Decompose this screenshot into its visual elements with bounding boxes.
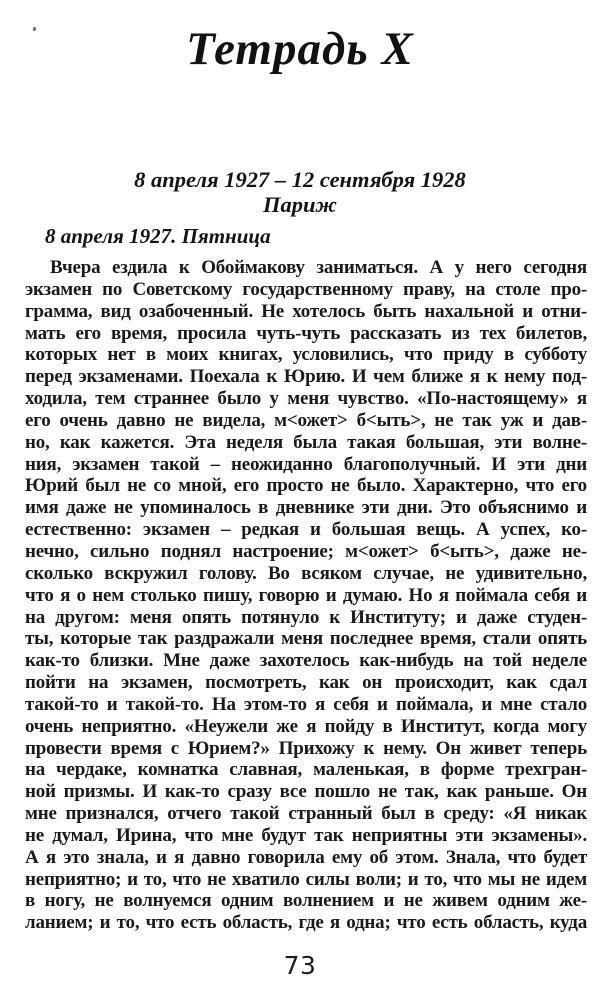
text-line: нечно, сильно поднял настроение; м<ожет> б<ыть>, даже не- bbox=[25, 540, 587, 562]
text-line: сколько вскружил голову. Во всяком случае, не удивительно, bbox=[25, 562, 587, 584]
text-line: не думал, Ирина, что мне будут так неприятны эти экзамены». bbox=[25, 824, 587, 846]
text-line: которых нет в моих книгах, условились, что приду в субботу bbox=[25, 344, 587, 366]
chapter-title: Тетрадь X bbox=[186, 23, 414, 75]
text-line: его очень давно не видела, м<ожет> б<ыть>, не так уж и дав- bbox=[25, 409, 587, 431]
text-line: мать его время, просила чуть-чуть рассказать из тех билетов, bbox=[25, 322, 587, 344]
text-line: ния, экзамен такой – неожиданно благополучный. И эти дни bbox=[25, 453, 587, 475]
text-line: экзамен по Советскому государственному праву, на столе про- bbox=[25, 278, 587, 300]
text-line: ходила, тем страннее было у меня чувство. «По-настоящему» я bbox=[25, 388, 587, 410]
text-line: очень неприятно. «Неужели же я пойду в Институт, когда могу bbox=[25, 715, 587, 737]
text-line: пойти на экзамен, посмотреть, как он происходит, как сдал bbox=[25, 672, 587, 694]
text-line: в ногу, не волнуемся одним волнением и не живем одним же- bbox=[25, 890, 587, 912]
text-line: естественно: экзамен – редкая и большая вещь. А успех, ко- bbox=[25, 519, 587, 541]
text-line: мне признался, отчего такой странный был в среду: «Я никак bbox=[25, 803, 587, 825]
text-line: на другом: меня опять потянуло к Институту; и даже студен- bbox=[25, 606, 587, 628]
text-line: ты, которые так раздражали меня последнее время, стали опять bbox=[25, 628, 587, 650]
entry-heading: 8 апреля 1927. Пятница bbox=[45, 224, 271, 248]
text-line: Юрий был не со мной, его просто не было. Характерно, что его bbox=[25, 475, 587, 497]
text-line: как-то близки. Мне даже захотелось как-нибудь на той неделе bbox=[25, 650, 587, 672]
entry-date-range: 8 апреля 1927 – 12 сентября 1928 bbox=[134, 167, 466, 192]
location-heading: Париж bbox=[263, 192, 337, 217]
text-line: Вчера ездила к Обоймакову заниматься. А у него сегодня bbox=[50, 257, 587, 278]
text-line: что я о нем столько пишу, говорю и думаю. Но я поймала себя и bbox=[25, 584, 587, 606]
text-line: грамма, вид озабоченный. Не хотелось быть нахальной и отни- bbox=[25, 300, 587, 322]
text-line: но, как кажется. Эта неделя была такая большая, эти волне- bbox=[25, 431, 587, 453]
text-line: имя даже не упоминалось в дневнике эти дни. Это объяснимо и bbox=[25, 497, 587, 519]
text-line: А я это знала, и я давно говорила ему об этом. Знала, что будет bbox=[25, 846, 587, 868]
text-line: ланием; и то, что есть область, где я одна; что есть область, куда bbox=[25, 912, 587, 934]
text-line: провести время с Юрием?» Прихожу к нему. Он живет теперь bbox=[25, 737, 587, 759]
text-line: ной призмы. И как-то сразу все пошло не так, как раньше. Он bbox=[25, 781, 587, 803]
text-line: на чердаке, комнатка славная, маленькая, в форме трехгран- bbox=[25, 759, 587, 781]
text-line: перед экзаменами. Поехала к Юрию. И чем ближе я к нему под- bbox=[25, 366, 587, 388]
text-line: такой-то и такой-то. На этом-то я себя и поймала, и мне стало bbox=[25, 693, 587, 715]
page-number: 73 bbox=[283, 951, 317, 980]
diary-body-text bbox=[25, 257, 587, 934]
text-line: неприятно; и то, что не хватило силы воли; и то, что мы не идем bbox=[25, 868, 587, 890]
